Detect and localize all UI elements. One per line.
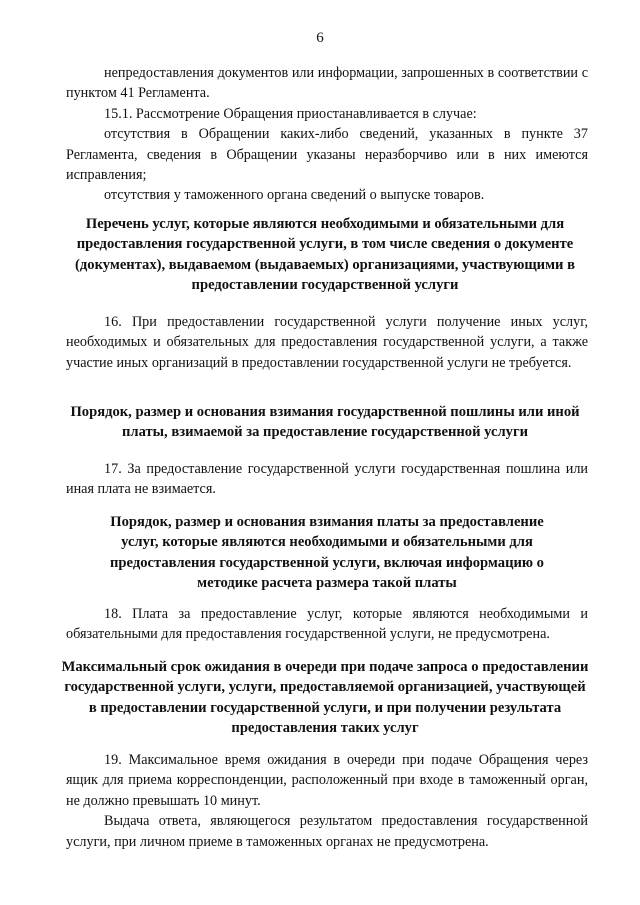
heading-h4: Максимальный срок ожидания в очереди при подаче запроса о предоставлении государственной услуги, услуги, предоставляемой организацией, участвующей в предоставлении государственной услуги, и при получении результата предоставления таких услуг xyxy=(61,659,589,737)
section-16 xyxy=(66,312,588,373)
section-heading-4 xyxy=(60,657,590,739)
heading-h3: Порядок, размер и основания взимания платы за предоставление услуг, которые являются необходимыми и обязательными для предоставления государственной услуги, включая информацию о методике расчета размера такой платы xyxy=(110,514,544,592)
paragraph-p2: 15.1. Рассмотрение Обращения приостанавливается в случае: xyxy=(104,105,477,122)
paragraph-p8: 19. Максимальное время ожидания в очереди при подаче Обращения через ящик для приема корреспонденции, расположенный при входе в таможенный орган, не должно превышать 10 минут. xyxy=(66,752,588,809)
paragraph-p5: 16. При предоставлении государственной услуги получение иных услуг, необходимых и обязательных для предоставления государственной услуги, а также участие иных организаций в предоставлении государственной услуги не требуется. xyxy=(66,314,588,371)
paragraph-p4: отсутствия у таможенного органа сведений о выпуске товаров. xyxy=(104,187,485,204)
section-17 xyxy=(66,459,588,500)
section-heading-3 xyxy=(96,512,558,594)
page-number: 6 xyxy=(316,30,324,46)
paragraph-p1: непредоставления документов или информации, запрошенных в соответствии с пунктом 41 Регламента. xyxy=(66,65,588,102)
paragraph-p3: отсутствия в Обращении каких-либо сведений, указанных в пункте 37 Регламента, сведения в Обращении указаны неразборчиво или в них имеются исправления; xyxy=(66,126,588,184)
paragraph-p9: Выдача ответа, являющегося результатом предоставления государственной услуги, при личном приеме в таможенных органах не предусмотрена. xyxy=(66,813,588,850)
heading-h2: Порядок, размер и основания взимания государственной пошлины или иной платы, взимаемой за предоставление государственной услуги xyxy=(70,404,580,441)
section-heading-1 xyxy=(60,214,590,296)
paragraph-p6: 17. За предоставление государственной услуги государственная пошлина или иная плата не взимается. xyxy=(66,461,588,498)
section-18 xyxy=(66,604,588,645)
paragraph-p7: 18. Плата за предоставление услуг, которые являются необходимыми и обязательными для предоставления государственной услуги, не предусмотрена. xyxy=(66,606,588,643)
paragraph-continuation xyxy=(66,63,588,206)
section-19 xyxy=(66,750,588,852)
heading-h1: Перечень услуг, которые являются необходимыми и обязательными для предоставления государственной услуги, в том числе сведения о документе (документах), выдаваемом (выдаваемых) организациями, участвующими в предоставлении государственной услуги xyxy=(75,216,575,294)
section-heading-2 xyxy=(60,402,590,443)
